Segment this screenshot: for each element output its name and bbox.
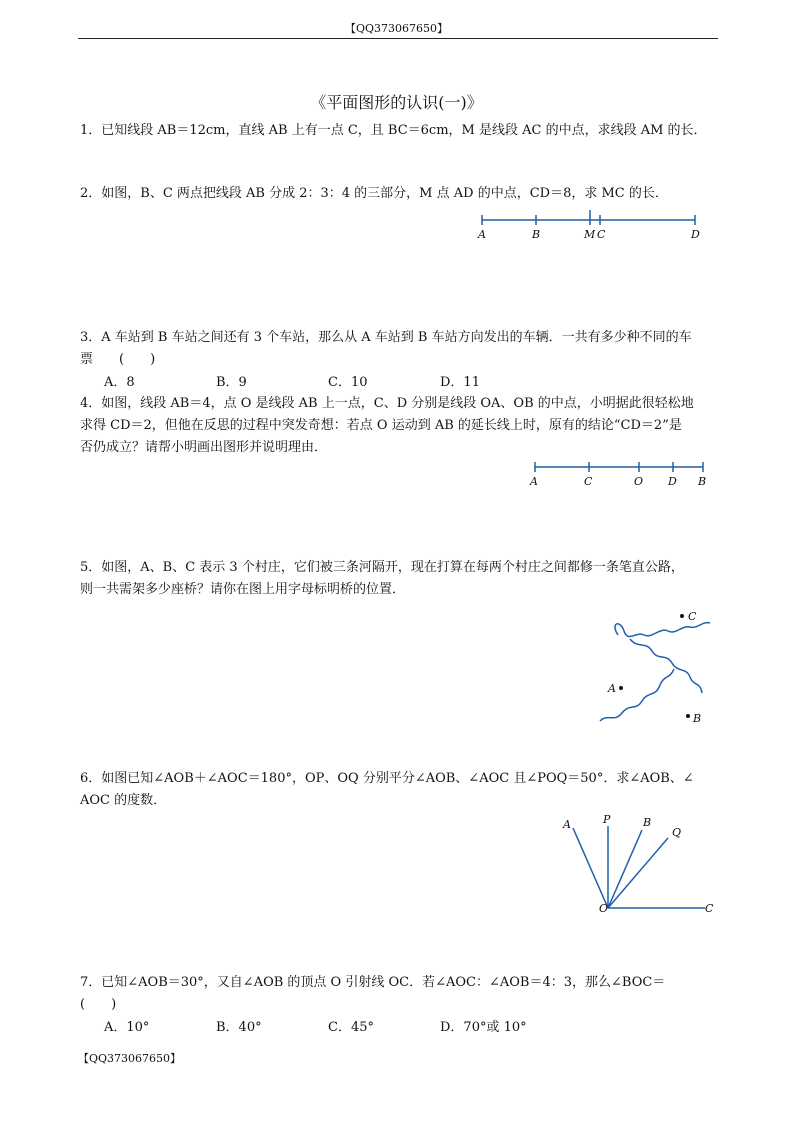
question-6-line-1: 6．如图已知∠AOB＋∠AOC＝180°，OP、OQ 分别平分∠AOB、∠AOC 且∠POQ＝50°．求∠AOB、∠ <box>80 771 694 786</box>
figure-4-segment <box>525 455 715 491</box>
option-d: D．70°或 10° <box>440 1020 527 1035</box>
question-2: 2．如图，B、C 两点把线段 AB 分成 2：3：4 的三部分，M 点 AD 的中点，CD＝8，求 MC 的长． <box>80 186 668 201</box>
village-a-dot <box>619 686 623 690</box>
label-m: M <box>584 228 596 241</box>
label-c: C <box>705 902 714 915</box>
label-a: A <box>563 818 571 831</box>
ray-oq <box>608 838 668 908</box>
question-3-options <box>104 371 552 390</box>
question-4-line-3: 否仍成立？请帮小明画出图形并说明理由． <box>80 440 328 455</box>
figure-5-villages <box>590 605 720 735</box>
option-d: D．11 <box>440 375 480 390</box>
river-top <box>615 623 710 637</box>
page-header: 【QQ373067650】 <box>344 22 449 35</box>
label-a: A <box>478 228 486 241</box>
label-o: O <box>634 475 644 488</box>
label-o: O <box>599 902 609 915</box>
option-a: A．8 <box>104 375 135 390</box>
label-b: B <box>532 228 541 241</box>
label-d: D <box>691 228 700 241</box>
label-d: D <box>668 475 677 488</box>
question-4-line-2: 求得 CD＝2，但他在反思的过程中突发奇想：若点 O 运动到 AB 的延长线上时，原有的结论“CD＝2”是 <box>80 418 682 433</box>
figure-2-segment <box>470 205 710 245</box>
question-1: 1．已知线段 AB＝12cm，直线 AB 上有一点 C，且 BC＝6cm，M 是线段 AC 的中点，求线段 AM 的长． <box>80 123 707 138</box>
option-c: C．45° <box>328 1020 374 1035</box>
village-c-dot <box>680 614 684 618</box>
option-a: A．10° <box>104 1020 150 1035</box>
page-footer: 【QQ373067650】 <box>78 1052 182 1065</box>
option-c: C．10 <box>328 375 368 390</box>
label-a: A <box>530 475 538 488</box>
question-7-line-1: 7．已知∠AOB＝30°，又自∠AOB 的顶点 O 引射线 OC．若∠AOC：∠AOB＝4：3，那么∠BOC＝ <box>80 975 666 990</box>
label-b: B <box>643 816 652 829</box>
ray-oa <box>573 828 608 908</box>
village-b-dot <box>686 714 690 718</box>
label-c: C <box>584 475 593 488</box>
label-c: C <box>688 610 697 623</box>
page-title: 《平面图形的认识(一)》 <box>310 93 483 112</box>
question-6-line-2: AOC 的度数． <box>80 793 167 808</box>
question-4-line-1: 4．如图，线段 AB＝4，点 O 是线段 AB 上一点，C、D 分别是线段 OA、OB 的中点，小明据此很轻松地 <box>80 396 694 411</box>
question-5-line-2: 则一共需架多少座桥？请你在图上用字母标明桥的位置． <box>80 582 406 597</box>
question-3-line-2: 票 ( ) <box>80 352 156 367</box>
question-3-line-1: 3．A 车站到 B 车站之间还有 3 个车站，那么从 A 车站到 B 车站方向发出的车辆．一共有多少种不同的车 <box>80 330 692 345</box>
label-b: B <box>693 712 702 725</box>
label-p: P <box>603 813 611 826</box>
label-c: C <box>597 228 606 241</box>
figure-6-angles <box>555 808 720 923</box>
river-bottom <box>600 669 674 721</box>
question-7-options <box>104 1016 552 1035</box>
option-b: B．40° <box>216 1020 262 1035</box>
label-a: A <box>608 682 616 695</box>
header-rule <box>78 38 718 39</box>
question-7-line-2: ( ) <box>80 997 117 1012</box>
label-b: B <box>698 475 707 488</box>
label-q: Q <box>672 826 682 839</box>
option-b: B．9 <box>216 375 247 390</box>
ray-ob <box>608 830 642 908</box>
question-5-line-1: 5．如图，A、B、C 表示 3 个村庄，它们被三条河隔开，现在打算在每两个村庄之间都修一条笔直公路， <box>80 560 684 575</box>
river-middle <box>630 639 702 693</box>
